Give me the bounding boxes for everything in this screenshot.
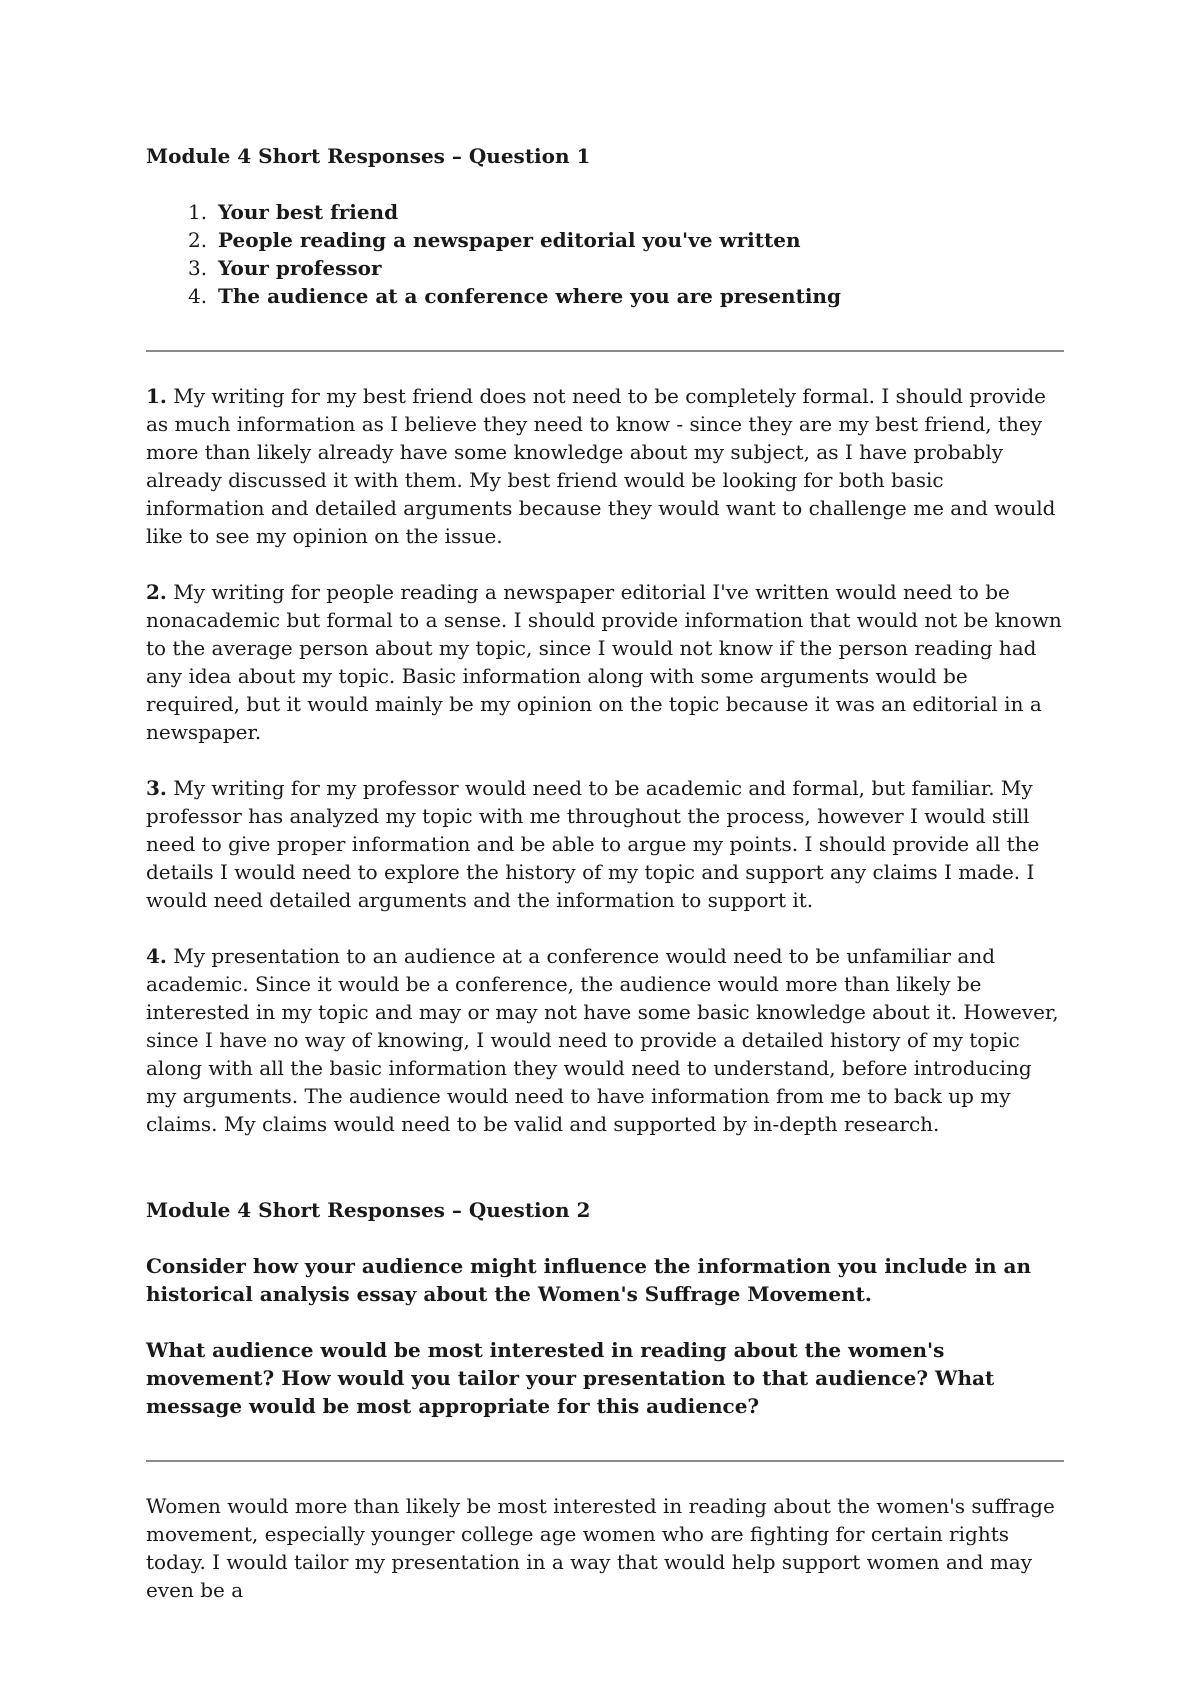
answer-paragraph [146, 382, 1064, 550]
answer-number: 1. [146, 384, 167, 408]
answer-text: My writing for my professor would need to be academic and formal, but familiar. My professor has analyzed my topic with me throughout the process, however I would still need to give proper information and be able to argue my points. I should provide all the details I would need to explore the history of my topic and support any claims I made. I would need detailed arguments and the information to support it. [146, 776, 1040, 912]
list-number: 3. [188, 256, 208, 280]
answer-number: 2. [146, 580, 167, 604]
list-item-text: Your professor [218, 256, 382, 280]
list-number: 4. [188, 284, 208, 308]
answer-paragraph [146, 578, 1064, 746]
list-item [146, 198, 1064, 226]
horizontal-divider [146, 350, 1064, 352]
audience-list [146, 198, 1064, 310]
answer-number: 4. [146, 944, 167, 968]
document-page [146, 142, 1064, 1604]
list-number: 1. [188, 200, 208, 224]
list-item-text: People reading a newspaper editorial you've written [218, 228, 801, 252]
list-item [146, 226, 1064, 254]
question-2-prompt: What audience would be most interested in reading about the women's movement? How would you tailor your presentation to that audience? What message would be most appropriate for this audience? [146, 1338, 995, 1418]
question-1-heading: Module 4 Short Responses – Question 1 [146, 144, 591, 168]
answer-text: My writing for my best friend does not need to be completely formal. I should provide as much information as I believe they need to know - since they are my best friend, they more than likely already have some knowledge about my subject, as I have probably already discussed it with them. My best friend would be looking for both basic information and detailed arguments because they would want to challenge me and would like to see my opinion on the issue. [146, 384, 1056, 548]
answer-paragraph [146, 942, 1064, 1138]
list-number: 2. [188, 228, 208, 252]
list-item [146, 254, 1064, 282]
list-item-text: The audience at a conference where you are presenting [218, 284, 841, 308]
question-2-prompt: Consider how your audience might influence the information you include in an historical analysis essay about the Women's Suffrage Movement. [146, 1254, 1032, 1306]
list-item [146, 282, 1064, 310]
question-2-response: Women would more than likely be most interested in reading about the women's suffrage movement, especially younger college age women who are fighting for certain rights today. I would tailor my presentation in a way that would help support women and may even be a [146, 1494, 1055, 1602]
answer-text: My writing for people reading a newspaper editorial I've written would need to be nonacademic but formal to a sense. I should provide information that would not be known to the average person about my topic, since I would not know if the person reading had any idea about my topic. Basic information along with some arguments would be required, but it would mainly be my opinion on the topic because it was an editorial in a newspaper. [146, 580, 1062, 744]
answer-number: 3. [146, 776, 167, 800]
list-item-text: Your best friend [218, 200, 399, 224]
question-2-heading: Module 4 Short Responses – Question 2 [146, 1198, 591, 1222]
answer-text: My presentation to an audience at a conference would need to be unfamiliar and academic. Since it would be a conference, the audience would more than likely be interested in my topic and may or may not have some basic knowledge about it. However, since I have no way of knowing, I would need to provide a detailed history of my topic along with all the basic information they would need to understand, before introducing my arguments. The audience would need to have information from me to back up my claims. My claims would need to be valid and supported by in-depth research. [146, 944, 1059, 1136]
answer-paragraph [146, 774, 1064, 914]
horizontal-divider [146, 1460, 1064, 1462]
